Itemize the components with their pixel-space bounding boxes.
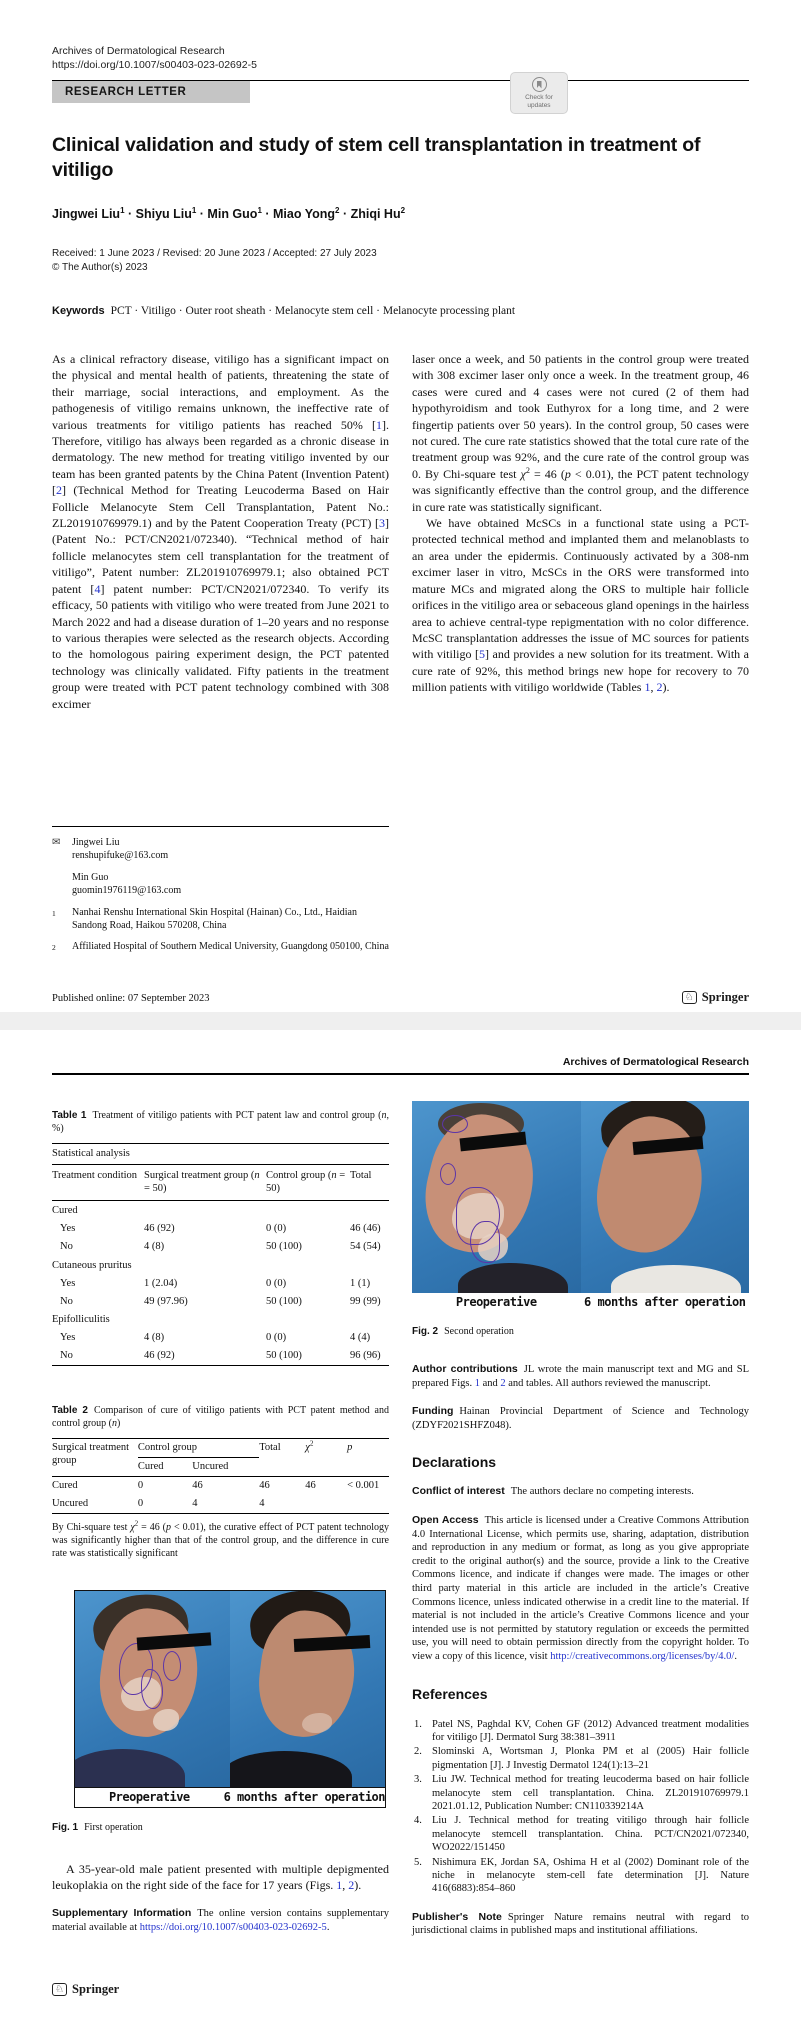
conflict-of-interest-note: Conflict of interest The authors declare no competing interests. xyxy=(412,1485,694,1498)
published-online: Published online: 07 September 2023 xyxy=(52,993,210,1004)
body-left-column xyxy=(52,351,389,712)
springer-horse-icon: ♘ xyxy=(682,991,697,1004)
figure-2 xyxy=(412,1101,749,1312)
page-1 xyxy=(0,0,801,1012)
photo-fig1-preoperative xyxy=(75,1591,230,1787)
table-row: No 4 (8) 50 (100) 54 (54) xyxy=(60,1241,381,1252)
inline-link[interactable]: 4 xyxy=(94,581,101,596)
table1-section: Cutaneous pruritus xyxy=(52,1259,132,1271)
page-2 xyxy=(0,1030,801,2042)
affiliation-1: 1 Nanhai Renshu International Skin Hospital (Hainan) Co., Ltd., Haidian Sandong Road, Haikou 570208, China xyxy=(52,907,357,931)
photo-fig2-preoperative xyxy=(412,1101,581,1293)
table2-col-header: $\chi^2$ xyxy=(305,1438,347,1476)
table-row: Yes 46 (92) 0 (0) 46 (46) xyxy=(60,1223,381,1234)
fig2-label-preoperative: Preoperative xyxy=(455,1295,537,1309)
reference-item: Slominski A, Wortsman J, Plonka PM et al (2005) Hair follicle pigmentation [J]. J Investig Dermatol 124(1):13–21 xyxy=(432,1746,749,1771)
declarations-heading: Declarations xyxy=(412,1454,497,1471)
inline-link[interactable]: 2 xyxy=(656,680,663,695)
table2-col-header: Total xyxy=(259,1438,305,1476)
page2-right-column xyxy=(412,1093,749,1938)
table1-section: Epifolliculitis xyxy=(52,1314,110,1325)
body-paragraph: We have obtained McSCs in a functional state using a PCT-protected technical method and implanted them and melanoblasts to an area under the epidermis. Continuously activated by a 308-nm excimer laser in vitro, McSCs in the ORS were transformed into mature MCs and migrated along the ORS to multiple hair follicle orifices in the vitiligo area or sebaceous gland openings in the hairless area to achieve central-type repigmentation with no color difference. McSC transplantation addresses the issue of MC sources for patients with vitiligo [5] and provides a new solution for its treatment. With a cure rate of 92%, this method brings new hope for recovery to 70 million patients with vitiligo worldwide (Tables 1, 2). xyxy=(412,516,749,695)
springer-logo: ♘ Springer xyxy=(52,1982,119,1997)
journal-name: Archives of Dermatological Research xyxy=(52,45,225,57)
inline-link[interactable]: 3 xyxy=(379,516,385,531)
table1-col-header: Surgical treatment group (n = 50) xyxy=(144,1165,266,1201)
table2-caption: Table 2 Comparison of cure of vitiligo patients with PCT patent method and control group (n) xyxy=(52,1404,389,1429)
fig2-label-postoperative: 6 months after operation xyxy=(584,1295,746,1309)
springer-logo: ♘ Springer xyxy=(682,990,749,1005)
table2-footnote: By Chi-square test $\chi^2 = 46$ (p < 0.01), the curative effect of PCT patent technology was significantly higher than that of the control group, and the difference in cure rate was statistically significant xyxy=(52,1520,389,1559)
fig1-label-postoperative: 6 months after operation xyxy=(223,1789,385,1804)
table2-sub-header: Cured xyxy=(137,1461,164,1472)
table-row: Yes 1 (2.04) 0 (0) 1 (1) xyxy=(60,1277,371,1289)
springer-horse-icon: ♘ xyxy=(52,1983,67,1996)
figure2-caption: Fig. 2 Second operation xyxy=(412,1326,514,1337)
table-1 xyxy=(52,1143,389,1366)
copyright-line: © The Author(s) 2023 xyxy=(52,262,148,273)
reference-item: Nishimura EK, Jordan SA, Oshima H et al (2002) Dominant role of the niche in melanocyte stem-cell fate determination [J]. Nature 416(6883):854–860 xyxy=(432,1856,749,1895)
check-updates-icon xyxy=(532,77,547,92)
table-row: No 49 (97.96) 50 (100) 99 (99) xyxy=(60,1295,381,1307)
figure1-caption: Fig. 1 First operation xyxy=(52,1821,143,1833)
body-right-column xyxy=(412,351,749,712)
table1-col-header: Control group (n = 50) xyxy=(266,1165,350,1201)
table2-col-header: Surgical treatment group xyxy=(52,1438,138,1476)
body-paragraph: laser once a week, and 50 patients in the control group were treated with 308 excimer laser only once a week. In the treatment group, 46 cases were cured and 4 cases were not cured (2 of them had hypothyroidism and took Euthyrox for a long time, and 2 were fingertip patients over 50 years). In the control group, 50 cases were not cured. The cure rate statistics showed that the total cure rate of the treatment group was 92%, and the cure rate of the control group was 0. By Chi-square test $\chi^2 = 46$ (p < 0.01), the PCT patent technology was significantly effective than the control group, and the difference in cure rate was statistically significant. xyxy=(412,352,750,514)
author-contributions-note: Author contributions JL wrote the main manuscript text and MG and SL prepared Figs. 1 and 2 and tables. All authors reviewed the manuscript. xyxy=(412,1363,750,1389)
keywords-line: Keywords PCT · Vitiligo · Outer root sheath · Melanocyte stem cell · Melanocyte processing plant xyxy=(52,305,516,317)
reference-item: Patel NS, Paghdal KV, Cohen GF (2012) Advanced treatment modalities for vitiligo [J]. Dermatol Surg 38:381–3911 xyxy=(432,1718,749,1743)
table-row: No 46 (92) 50 (100) 96 (96) xyxy=(52,1347,389,1366)
table-row: Uncured 0 4 4 xyxy=(52,1495,389,1514)
section-label: RESEARCH LETTER xyxy=(52,81,250,103)
received-line: Received: 1 June 2023 / Revised: 20 June 2023 / Accepted: 27 July 2023 xyxy=(52,248,377,259)
envelope-icon: ✉ xyxy=(52,837,61,848)
inline-link[interactable]: 2 xyxy=(348,1877,355,1892)
fig1-label-preoperative: Preoperative xyxy=(108,1789,190,1804)
table1-col-header: Total xyxy=(350,1165,389,1201)
article-doi-link[interactable]: https://doi.org/10.1007/s00403-023-02692-5 xyxy=(52,59,257,71)
running-head: Archives of Dermatological Research xyxy=(562,1056,749,1068)
table1-subhead: Statistical analysis xyxy=(52,1144,389,1165)
inline-link[interactable]: 2 xyxy=(56,483,62,498)
correspondence-block xyxy=(52,826,389,962)
inline-link[interactable]: 5 xyxy=(479,647,486,662)
corresponding-author-name: Jingwei Liu xyxy=(72,837,120,848)
patient-paragraph: A 35-year-old male patient presented with multiple depigmented leukoplakia on the right side of the face for 17 years (Figs. 1, 2). xyxy=(52,1861,389,1892)
inline-link[interactable]: 2 xyxy=(500,1377,506,1389)
reference-list xyxy=(412,1718,749,1896)
table-row: Cured 0 46 46 46 < 0.001 xyxy=(52,1476,389,1495)
supplementary-note: Supplementary Information The online version contains supplementary material available at https://doi.org/10.1007/s00403-023-02692-5. xyxy=(52,1907,390,1933)
table-2 xyxy=(52,1438,389,1514)
table1-caption: Table 1 Treatment of vitiligo patients with PCT patent law and control group (n, %) xyxy=(52,1110,390,1134)
body-paragraph: As a clinical refractory disease, vitiligo has a significant impact on the physical and mental health of patients, threatening the state of their marriage, social interactions, and employment. As the pathogenesis of vitiligo remains unknown, the ineffective rate of various treatments for vitiligo patients has reached 50% [1]. Therefore, vitiligo has always been regarded as a chronic disease in dermatology. The new method for treating vitiligo invented by our team has been granted patents by the China Patent (Invention Patent) [2] (Technical Method for Treating Leucoderma Based on Hair Follicle Melanocyte Stem Cell Transplantation, Patent No.: ZL201910769979.1) and by the Patent Cooperation Treaty (PCT) [3] (Patent No.: PCT/CN2021/072340). “Technical method of hair follicle melanocytes stem cell transplantation for the treatment of vitiligo”, Patent number: ZL201910769979.1; also obtained PCT patent [4] patent number: PCT/CN2021/072340. To verify its efficacy, 50 patients with vitiligo who were treated from June 2021 to March 2022 and had a disease duration of 1–20 years and no response to various therapies were selected as the research objects. According to the homologous pairing experiment design, the PCT patented technology was clinically validated. Fifty patients in the treatment group were treated with PCT patent technology combined with 308 excimer xyxy=(52,352,389,711)
table1-section: Cured xyxy=(52,1201,389,1220)
open-access-note: Open Access This article is licensed under a Creative Commons Attribution 4.0 International License, which permits use, sharing, adaptation, distribution and reproduction in any medium or format, as long as you give appropriate credit to the original author(s) and the source, provide a link to the Creative Commons licence, and indicate if changes were made. The images or other third party material in this article are included in the article’s Creative Commons licence, unless indicated otherwise in a credit line to the material. If material is not included in the article’s Creative Commons licence and your intended use is not permitted by statutory regulation or exceeds the permitted use, you will need to obtain permission directly from the copyright holder. To view a copy of this licence, visit http://creativecommons.org/licenses/by/4.0/. xyxy=(412,1513,749,1662)
inline-link[interactable]: https://doi.org/10.1007/s00403-023-02692-5 xyxy=(139,1921,327,1933)
table-row: Yes 4 (8) 0 (0) 4 (4) xyxy=(60,1332,371,1343)
inline-link[interactable]: 1 xyxy=(336,1877,343,1892)
table1-col-header: Treatment condition xyxy=(52,1165,144,1201)
corresponding-author-email[interactable]: renshupifuke@163.com xyxy=(72,850,169,861)
page-separator xyxy=(0,1012,801,1030)
check-for-updates-badge[interactable]: Check for updates xyxy=(510,72,568,114)
affiliation-2: 2 Affiliated Hospital of Southern Medical University, Guangdong 050100, China xyxy=(52,941,389,952)
photo-fig1-postoperative xyxy=(230,1591,385,1787)
inline-link[interactable]: http://creativecommons.org/licenses/by/4.0/ xyxy=(550,1650,735,1662)
inline-link[interactable]: 1 xyxy=(644,680,651,695)
corresponding-author-email[interactable]: guomin1976119@163.com xyxy=(72,885,182,896)
table2-sub-header: Uncured xyxy=(192,1461,229,1472)
publishers-note: Publisher's Note Springer Nature remains neutral with regard to jurisdictional claims in published maps and institutional affiliations. xyxy=(412,1910,749,1937)
figure-1 xyxy=(74,1590,386,1808)
running-head-rule xyxy=(52,1073,749,1075)
table2-col-header: Control group xyxy=(138,1438,259,1457)
inline-link[interactable]: 1 xyxy=(376,417,382,432)
table2-col-header: p xyxy=(347,1438,389,1476)
reference-item: Liu J. Technical method for treating vitiligo through hair follicle melanocyte stemcell transplantation. China. PCT/CN2021/072340, WO2022/151450 xyxy=(432,1815,749,1854)
page2-left-column xyxy=(52,1093,389,1938)
reference-item: Liu JW. Technical method for treating leucoderma based on hair follicle melanocyte stem cell transplantation. China. ZL201910769979.1 2021.01.12, Publication Number: CN110339214A xyxy=(432,1774,749,1812)
references-heading: References xyxy=(412,1685,488,1702)
page-title: Clinical validation and study of stem cell transplantation in treatment of vitiligo xyxy=(52,134,701,181)
photo-fig2-postoperative xyxy=(581,1101,750,1293)
corresponding-author-name: Min Guo xyxy=(72,872,109,883)
authors-line: Jingwei Liu$^1$ · Shiyu Liu$^1$ · Min Guo$^1$ · Miao Yong$^2$ · Zhiqi Hu$^2$ xyxy=(52,205,406,221)
inline-link[interactable]: 1 xyxy=(474,1377,480,1389)
funding-note: Funding Hainan Provincial Department of Science and Technology (ZDYF2021SHFZ048). xyxy=(412,1405,749,1431)
